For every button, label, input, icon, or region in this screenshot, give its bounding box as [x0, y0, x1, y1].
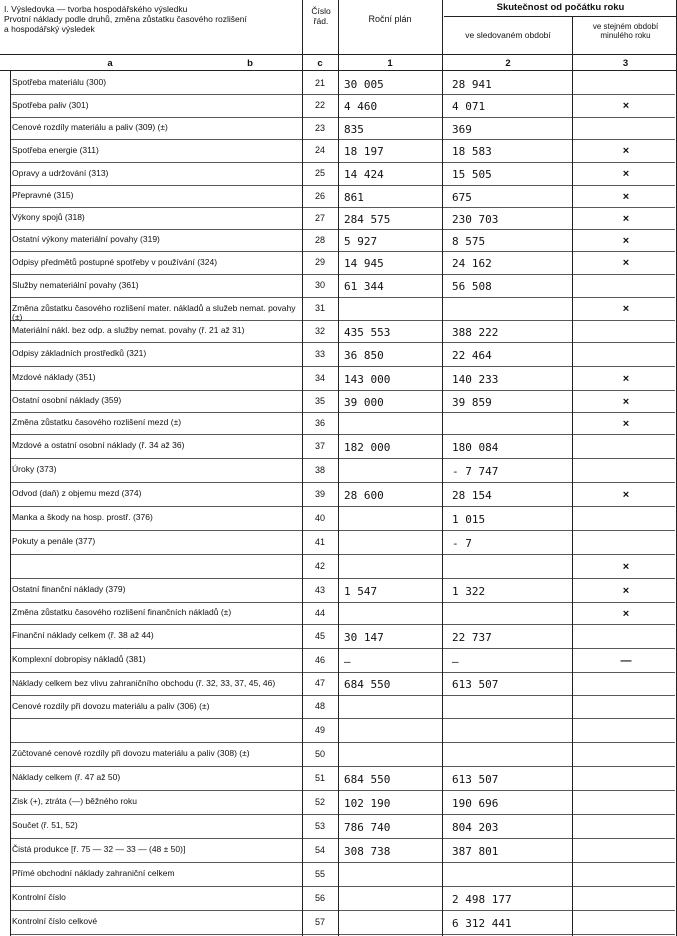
table-row [0, 342, 677, 366]
table-row [0, 554, 677, 578]
row-number: 23 [314, 122, 325, 133]
row-label: Změna zůstatku časového rozlišení finančních nákladů (±) [12, 607, 232, 617]
plan-value: 861 [344, 190, 364, 204]
row-number: 33 [314, 348, 325, 359]
row-number: 26 [314, 190, 325, 201]
col-label-b: b [247, 58, 253, 69]
table-row [0, 207, 677, 229]
skutecnost-value: - 7 [452, 536, 472, 550]
plan-value: 28 600 [344, 488, 384, 502]
row-number: 27 [314, 212, 325, 223]
row-label: Ostatní osobní náklady (359) [12, 395, 122, 405]
row-number: 51 [314, 772, 325, 783]
header-cislo-line-1: Číslo [311, 6, 331, 16]
table-row [0, 766, 677, 790]
table-row [0, 602, 677, 624]
row-label: Náklady celkem (ř. 47 až 50) [12, 772, 121, 782]
plan-value: 684 550 [344, 678, 391, 691]
same-period-value: × [622, 395, 630, 408]
table-row [0, 742, 677, 766]
row-label: Ostatní finanční náklady (379) [12, 584, 126, 594]
header-skutecnost: Skutečnost od počátku roku [496, 2, 625, 13]
skutecnost-value: 24 162 [452, 257, 492, 270]
table-row [0, 506, 677, 530]
col-label-2: 2 [505, 58, 511, 69]
row-number: 49 [314, 724, 325, 735]
plan-value: 835 [344, 122, 364, 136]
row-number: 37 [314, 440, 325, 451]
row-label: Spotřeba materiálu (300) [12, 77, 107, 87]
skutecnost-value: 15 505 [452, 168, 492, 181]
row-number: 24 [314, 145, 325, 155]
skutecnost-value: 387 801 [452, 844, 499, 858]
plan-value: 14 945 [344, 257, 384, 270]
table-row [0, 251, 677, 274]
plan-value: — [344, 654, 351, 668]
row-label: Přímé obchodní náklady zahraniční celkem [12, 868, 175, 878]
plan-value: 39 000 [344, 395, 384, 409]
header-rocni-plan: Roční plán [368, 14, 412, 24]
row-number: 47 [314, 678, 325, 688]
table-row [0, 297, 677, 320]
plan-value: 18 197 [344, 145, 384, 158]
row-number: 21 [314, 77, 325, 88]
row-label: Zisk (+), ztráta (—) běžného roku [12, 796, 137, 806]
plan-value: 684 550 [344, 772, 391, 786]
skutecnost-value: 28 941 [452, 77, 492, 91]
row-label: Cenové rozdíly při dovozu materiálu a paliv (306) (±) [12, 700, 210, 711]
form-title [4, 4, 300, 34]
row-label: Změna zůstatku časového rozlišení mater. nákladů a služeb nemat. povahy (±) [12, 302, 296, 322]
row-number: 25 [314, 168, 325, 178]
plan-value: 30 147 [344, 630, 384, 644]
table-row [0, 434, 677, 458]
row-number: 56 [314, 892, 325, 903]
row-label: Výkony spojů (318) [12, 212, 85, 222]
row-label: Pokuty a penále (377) [12, 536, 96, 546]
row-label: Kontrolní číslo celkové [12, 916, 98, 926]
row-number: 29 [314, 257, 325, 267]
plan-value: 5 927 [344, 234, 378, 248]
row-label: Přepravné (315) [12, 190, 74, 200]
header-cislo-radku [306, 6, 336, 26]
plan-value: 143 000 [344, 372, 391, 386]
row-number: 50 [314, 748, 325, 759]
plan-value: 61 344 [344, 280, 384, 293]
row-label: Služby nemateriální povahy (361) [12, 279, 139, 290]
row-label: Mzdové a ostatní osobní náklady (ř. 34 až 36) [12, 440, 185, 450]
skutecnost-value: 369 [452, 122, 472, 136]
same-period-value: × [622, 372, 630, 385]
table-row [0, 814, 677, 838]
table-row [0, 578, 677, 602]
skutecnost-value: — [452, 654, 459, 668]
row-number: 53 [314, 820, 325, 831]
skutecnost-value: 180 084 [452, 440, 499, 454]
same-period-value: × [622, 212, 630, 225]
skutecnost-value: 22 737 [452, 630, 492, 644]
skutecnost-value: 8 575 [452, 234, 486, 248]
row-label: Součet (ř. 51, 52) [12, 820, 78, 830]
table-row [0, 482, 677, 506]
row-label: Manka a škody na hosp. prostř. (376) [12, 512, 153, 522]
same-period-value: × [622, 584, 630, 597]
skutecnost-value: 22 464 [452, 348, 492, 362]
same-period-value: — [620, 654, 632, 667]
table-row [0, 139, 677, 162]
table-row [0, 695, 677, 718]
row-number: 22 [314, 100, 325, 110]
table-row [0, 648, 677, 672]
table-row [0, 320, 677, 342]
col-label-a: a [107, 58, 113, 69]
row-number: 32 [314, 325, 325, 336]
row-label: Úroky (373) [12, 464, 57, 474]
same-period-value: × [622, 303, 630, 315]
plan-value: 14 424 [344, 168, 384, 181]
plan-value: 308 738 [344, 844, 391, 858]
plan-value: 284 575 [344, 212, 391, 226]
row-number: 42 [314, 560, 325, 571]
table-row [0, 672, 677, 695]
row-label: Komplexní dobropisy nákladů (381) [12, 654, 146, 664]
same-period-value: × [622, 560, 630, 573]
skutecnost-value: 230 703 [452, 212, 499, 226]
row-label: Opravy a udržování (313) [12, 167, 109, 178]
plan-value: 36 850 [344, 348, 384, 362]
title-line-2: Prvotní náklady podle druhů, změna zůstatku časového rozlišení [4, 14, 247, 24]
row-label: Změna zůstatku časového rozlišení mezd (±) [12, 417, 182, 427]
same-period-value: × [622, 190, 630, 203]
table-row [0, 274, 677, 297]
plan-value: 435 553 [344, 325, 391, 339]
row-label: Spotřeba energie (311) [12, 144, 99, 155]
row-label: Spotřeba paliv (301) [12, 99, 89, 110]
header-sledovanem-obdobi: ve sledovaném období [465, 30, 551, 40]
col-label-1: 1 [387, 58, 393, 69]
row-number: 36 [314, 417, 325, 428]
row-label: Cenové rozdíly materiálu a paliv (309) (±) [12, 122, 168, 132]
same-period-value: × [622, 417, 630, 430]
plan-value: 4 460 [344, 100, 378, 113]
row-number: 55 [314, 868, 325, 879]
table-row [0, 72, 677, 94]
header-rule-top [444, 16, 677, 17]
skutecnost-value: 2 498 177 [452, 892, 512, 906]
same-period-value: × [622, 168, 630, 180]
same-period-value: × [622, 100, 630, 112]
same-period-value: × [622, 234, 630, 247]
row-number: 44 [314, 607, 325, 618]
skutecnost-value: - 7 747 [452, 464, 499, 478]
row-number: 40 [314, 512, 325, 523]
row-number: 43 [314, 584, 325, 595]
row-divider [10, 934, 675, 935]
table-row [0, 838, 677, 862]
skutecnost-value: 140 233 [452, 372, 499, 386]
skutecnost-value: 675 [452, 190, 472, 204]
header-cislo-line-2: řád. [313, 16, 329, 26]
row-number: 46 [314, 654, 325, 665]
skutecnost-value: 6 312 441 [452, 916, 512, 930]
table-row [0, 458, 677, 482]
row-number: 28 [314, 234, 325, 245]
skutecnost-value: 1 322 [452, 584, 486, 598]
row-number: 39 [314, 488, 325, 499]
header-stejnem-obdobi [574, 22, 677, 40]
table-row [0, 790, 677, 814]
same-period-value: × [622, 607, 630, 620]
row-label: Ostatní výkony materiální povahy (319) [12, 234, 160, 244]
row-label: Čistá produkce [ř. 75 — 32 — 33 — (48 ± 50)] [12, 844, 186, 854]
skutecnost-value: 18 583 [452, 145, 492, 158]
col-label-c: c [317, 58, 323, 69]
skutecnost-value: 613 507 [452, 678, 499, 691]
table-row [0, 886, 677, 910]
table-row [0, 185, 677, 207]
table-row [0, 162, 677, 185]
plan-value: 1 547 [344, 584, 378, 598]
row-label: Náklady celkem bez vlivu zahraničního obchodu (ř. 32, 33, 37, 45, 46) [12, 677, 276, 688]
skutecnost-value: 28 154 [452, 488, 492, 502]
same-period-value: × [622, 145, 630, 157]
row-label: Kontrolní číslo [12, 892, 66, 902]
table-row [0, 390, 677, 412]
table-row [0, 718, 677, 742]
table-row [0, 366, 677, 390]
skutecnost-value: 804 203 [452, 820, 499, 834]
plan-value: 102 190 [344, 796, 391, 810]
plan-value: 182 000 [344, 440, 391, 454]
row-number: 31 [314, 303, 325, 313]
header-stejnem-line-1: ve stejném období [592, 22, 659, 31]
row-number: 57 [314, 916, 325, 927]
row-label: Materiální nákl. bez odp. a služby nemat. povahy (ř. 21 až 31) [12, 325, 245, 335]
table-row [0, 412, 677, 434]
skutecnost-value: 39 859 [452, 395, 492, 409]
row-label: Mzdové náklady (351) [12, 372, 96, 382]
row-label: Odpisy předmětů postupné spotřeby v používání (324) [12, 256, 218, 267]
table-row [0, 910, 677, 934]
row-number: 41 [314, 536, 325, 547]
title-line-3: a hospodářský výsledek [4, 24, 95, 34]
table-row [0, 624, 677, 648]
same-period-value: × [622, 488, 630, 501]
header-stejnem-line-2: minulého roku [600, 31, 651, 40]
same-period-value: × [622, 257, 630, 269]
skutecnost-value: 1 015 [452, 512, 486, 526]
title-line-1: I. Výsledovka — tvorba hospodářského výsledku [4, 4, 188, 14]
skutecnost-value: 56 508 [452, 280, 492, 293]
table-row [0, 229, 677, 251]
row-number: 45 [314, 630, 325, 641]
skutecnost-value: 190 696 [452, 796, 499, 810]
table-row [0, 94, 677, 117]
row-number: 38 [314, 464, 325, 475]
table-row [0, 530, 677, 554]
row-number: 54 [314, 844, 325, 855]
row-label: Zúčtované cenové rozdíly při dovozu materiálu a paliv (308) (±) [12, 748, 250, 758]
row-number: 48 [314, 701, 325, 711]
table-row [0, 117, 677, 139]
skutecnost-value: 4 071 [452, 100, 486, 113]
plan-value: 30 005 [344, 77, 384, 91]
plan-value: 786 740 [344, 820, 391, 834]
row-number: 30 [314, 280, 325, 290]
row-label: Odpisy základních prostředků (321) [12, 348, 147, 358]
row-label: Odvod (daň) z objemu mezd (374) [12, 488, 142, 498]
skutecnost-value: 388 222 [452, 325, 499, 339]
col-label-3: 3 [622, 58, 629, 69]
row-label: Finanční náklady celkem (ř. 38 až 44) [12, 630, 154, 640]
table-row [0, 862, 677, 886]
skutecnost-value: 613 507 [452, 772, 499, 786]
row-number: 34 [314, 372, 325, 383]
row-number: 52 [314, 796, 325, 807]
row-number: 35 [314, 395, 325, 406]
